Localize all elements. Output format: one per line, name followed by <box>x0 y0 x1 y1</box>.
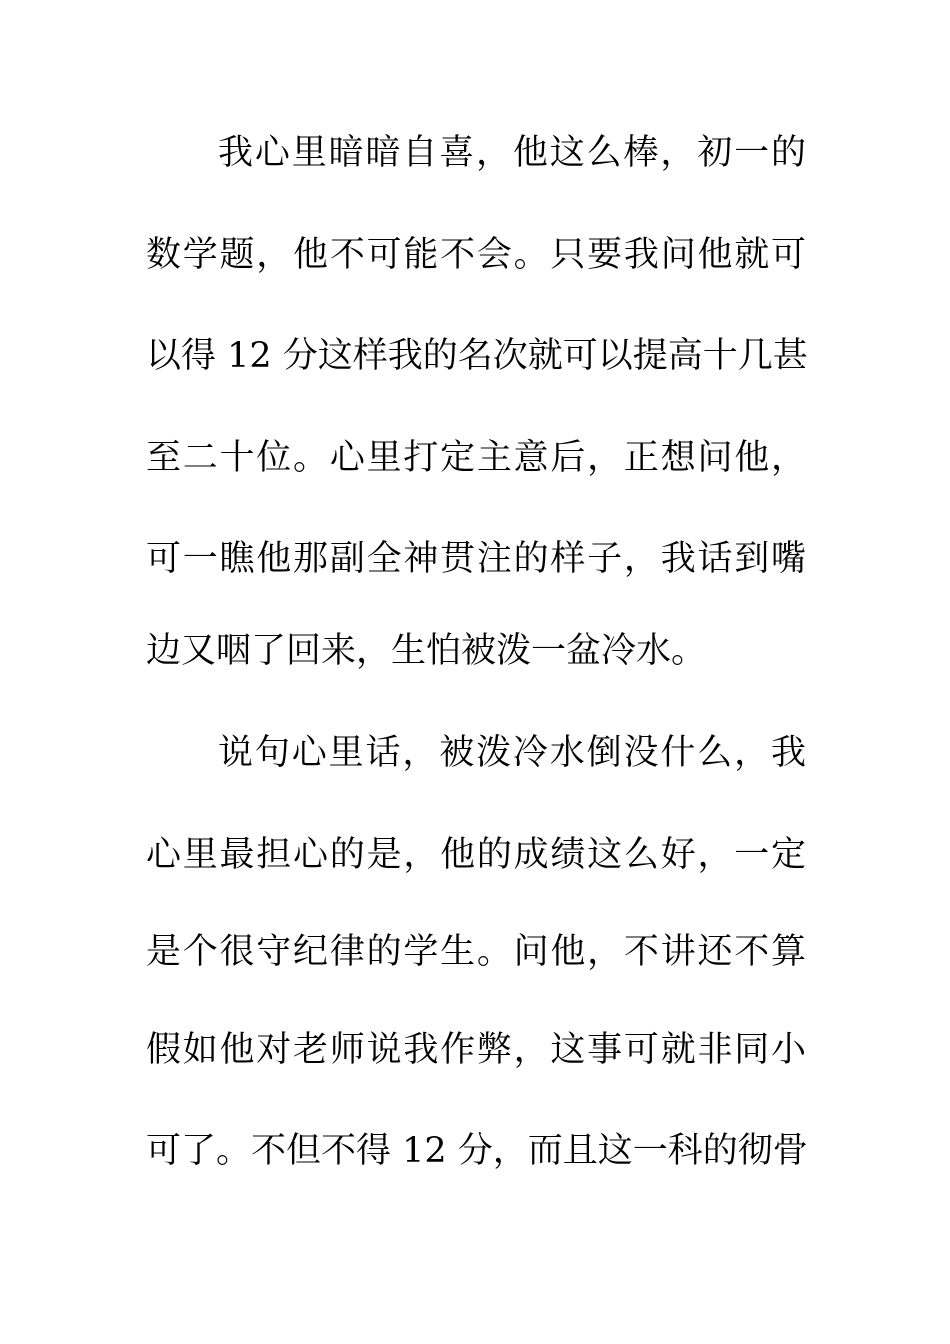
paragraph-1-line-2: 数学题，他不可能不会。只要我问他就可 <box>146 235 806 275</box>
paragraph-1-line-4: 至二十位。心里打定主意后，正想问他， <box>146 438 806 478</box>
paragraph-1-line-1: 我心里暗暗自喜，他这么棒，初一的 <box>218 133 806 173</box>
paragraph-1-line-6: 边又咽了回来，生怕被泼一盆冷水。 <box>146 631 707 671</box>
paragraph-2-line-5: 可了。不但不得 12 分，而且这一科的彻骨 <box>146 1131 808 1171</box>
paragraph-1-line-5: 可一瞧他那副全神贯注的样子，我话到嘴 <box>146 539 806 579</box>
paragraph-2-line-1: 说句心里话，被泼冷水倒没什么，我 <box>218 733 806 773</box>
paragraph-1-line-3: 以得 12 分这样我的名次就可以提高十几甚 <box>146 336 808 376</box>
paragraph-2-line-4: 假如他对老师说我作弊，这事可就非同小 <box>146 1030 806 1070</box>
paragraph-2-line-3: 是个很守纪律的学生。问他，不讲还不算 <box>146 932 806 972</box>
paragraph-2-line-2: 心里最担心的是，他的成绩这么好，一定 <box>146 835 806 875</box>
